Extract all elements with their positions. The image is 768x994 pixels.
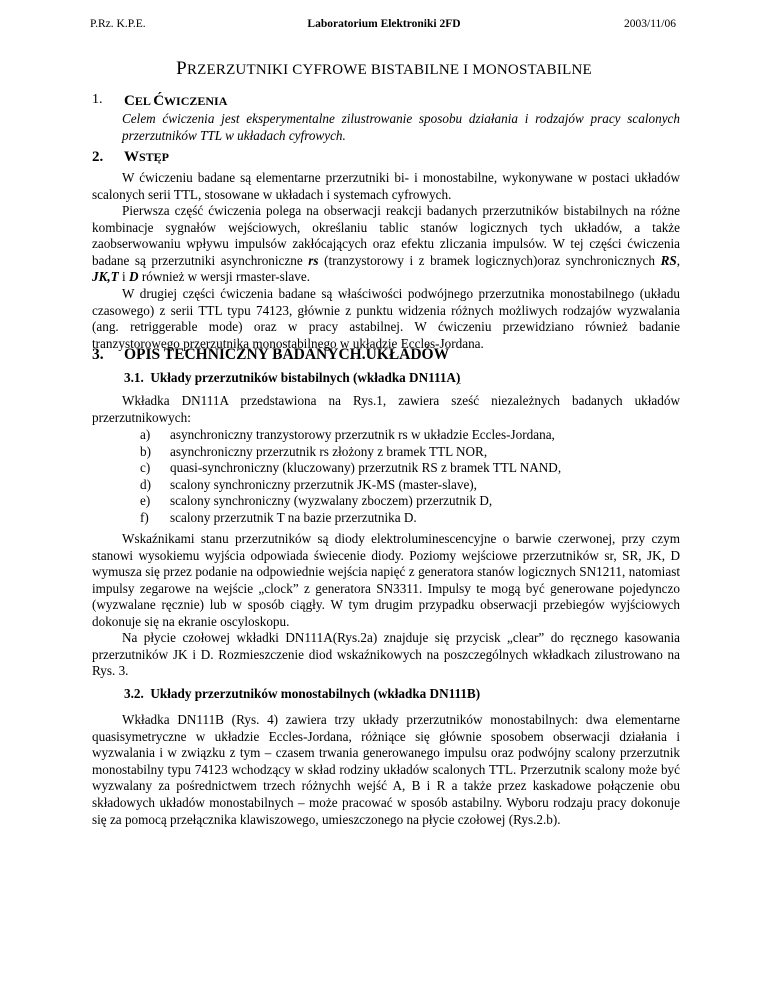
subsection-3-1-heading: 3.1. Układy przerzutników bistabilnych (wkładka DN111A) bbox=[124, 370, 461, 385]
header-author: P.Rz. K.P.E. bbox=[90, 18, 146, 30]
header-date: 2003/11/06 bbox=[624, 18, 676, 30]
list-item: a) asynchroniczny tranzystorowy przerzutnik rs w układzie Eccles-Jordana, bbox=[140, 427, 555, 442]
section-3-number: 3. bbox=[92, 346, 104, 363]
subsection-3-2-heading: 3.2. Układy przerzutników monostabilnych (wkładka DN111B) bbox=[124, 686, 481, 701]
list-item: f) scalony przerzutnik T na bazie przerzutnika D. bbox=[140, 509, 417, 525]
section-2-title: WSTĘP bbox=[124, 149, 170, 165]
section-1-title: CEL ĆWICZENIA bbox=[124, 93, 228, 109]
section-2-number: 2. bbox=[92, 149, 104, 165]
section-1-body: Celem ćwiczenia jest eksperymentalne zilustrowanie sposobu działania i rodzajów pracy scalonych przerzutników TTL w układach cyfrowych. bbox=[122, 111, 680, 143]
section-2-paragraph-1: W ćwiczeniu badane są elementarne przerzutniki bi- i monostabilne, wykonywane w postaci układów scalonych serii TTL, stosowane w układach i systemach cyfrowych. bbox=[92, 170, 680, 202]
list-item: b) asynchroniczny przerzutnik rs złożony z bramek TTL NOR, bbox=[140, 443, 488, 459]
document-title bbox=[0, 58, 768, 80]
circuit-list bbox=[140, 427, 561, 527]
section-3-1-paragraph-1: Wkładka DN111A przedstawiona na Rys.1, zawiera sześć niezależnych badanych układów przerzutnikowych: bbox=[92, 393, 680, 425]
list-item: d) scalony synchroniczny przerzutnik JK-MS (master-slave), bbox=[140, 476, 477, 492]
section-3-title: OPIS TECHNICZNY BADANYCH.UKŁADÓW bbox=[124, 346, 450, 363]
title-initial: P bbox=[176, 58, 187, 79]
section-3-2-paragraph: Wkładka DN111B (Rys. 4) zawiera trzy układy przerzutników monostabilnych: dwa elementarne quasisymetryczne w układzie Eccles-Jordana, różniące się głównie sposobem obserwacji działania i wyzwalania i w związku z tym – czasem trwania generowanego impulsu oraz podwójny scalony przerzutnik monostabilny typu 74123 wchodzący w skład rodziny układów scalonych TTL. Przerzutnik scalony może być wyzwalany za pośrednictwem trzech różnychh wejść A, B i R a także przez kaskadowe połączenie obu składowych układów monostabilnych – może pracować w sposób astabilny. Wyboru rodzaju pracy dokonuje się za pomocą przełącznika klawiszowego, umieszczonego na płycie czołowej (Rys.2.b). bbox=[92, 712, 680, 827]
title-rest: RZERZUTNIKI CYFROWE BISTABILNE I MONOSTABILNE bbox=[186, 62, 592, 78]
section-3-1-paragraph-3: Na płycie czołowej wkładki DN111A(Rys.2a) znajduje się przycisk „clear” do ręcznego kasowania przerzutników JK i D. Rozmieszczenie diod wskaźnikowych na poszczególnych wkładkach zilustrowano na Rys. 3. bbox=[92, 630, 680, 679]
list-item: e) scalony synchroniczny (wyzwalany zboczem) przerzutnik D, bbox=[140, 493, 493, 509]
section-3-1-paragraph-2: Wskaźnikami stanu przerzutników są diody elektroluminescencyjne o barwie czerwonej, przy czym stanowi wysokiemu wyjścia odpowiada świecenie diody. Poziomy wejściowe przerzutników sr, SR, JK, D wymusza się przez podanie na odpowiednie wejścia napięć z generatora stanów logicznych SN1211, natomiast impulsy zegarowe na wejście „clock” z generatora SN3311. Impulsy te mogą być generowane pojedynczo (wyzwalane ręcznie) lub w sposób ciągły. W tym drugim przypadku obserwacji przebiegów wyjściowych dokonuje się na ekranie oscyloskopu. bbox=[92, 531, 680, 629]
section-1-number: 1. bbox=[92, 92, 103, 107]
section-2-paragraph-2: Pierwsza część ćwiczenia polega na obserwacji reakcji badanych przerzutników bistabilnych na różne kombinacje sygnałów wejściowych, określaniu tablic stanów logicznych tych układów, a także zaobserwowaniu wpływu impulsów zakłócających oraz efektu zliczania impulsów. W tej części ćwiczenia badane są przerzutniki asynchroniczne rs (tranzystorowy i z bramek logicznych)oraz synchronicznych RS, JK,T i D również w wersji rmaster-slave. bbox=[92, 203, 681, 285]
section-2-paragraph-3: W drugiej części ćwiczenia badane są właściwości podwójnego przerzutnika monostabilnego (układu czasowego) z serii TTL typu 74123, głównie z punktu widzenia różnych możliwych rodzajów wyzwalania (ang. retriggerable mode) oraz w pracy astabilnej. W ćwiczeniu przewidziano również badanie tranzystorowego przerzutnika monostabilnego w układzie Eccles-Jordana. bbox=[92, 286, 680, 351]
header-course: Laboratorium Elektroniki 2FD bbox=[307, 18, 461, 30]
list-item: c) quasi-synchroniczny (kluczowany) przerzutnik RS z bramek TTL NAND, bbox=[140, 460, 562, 476]
